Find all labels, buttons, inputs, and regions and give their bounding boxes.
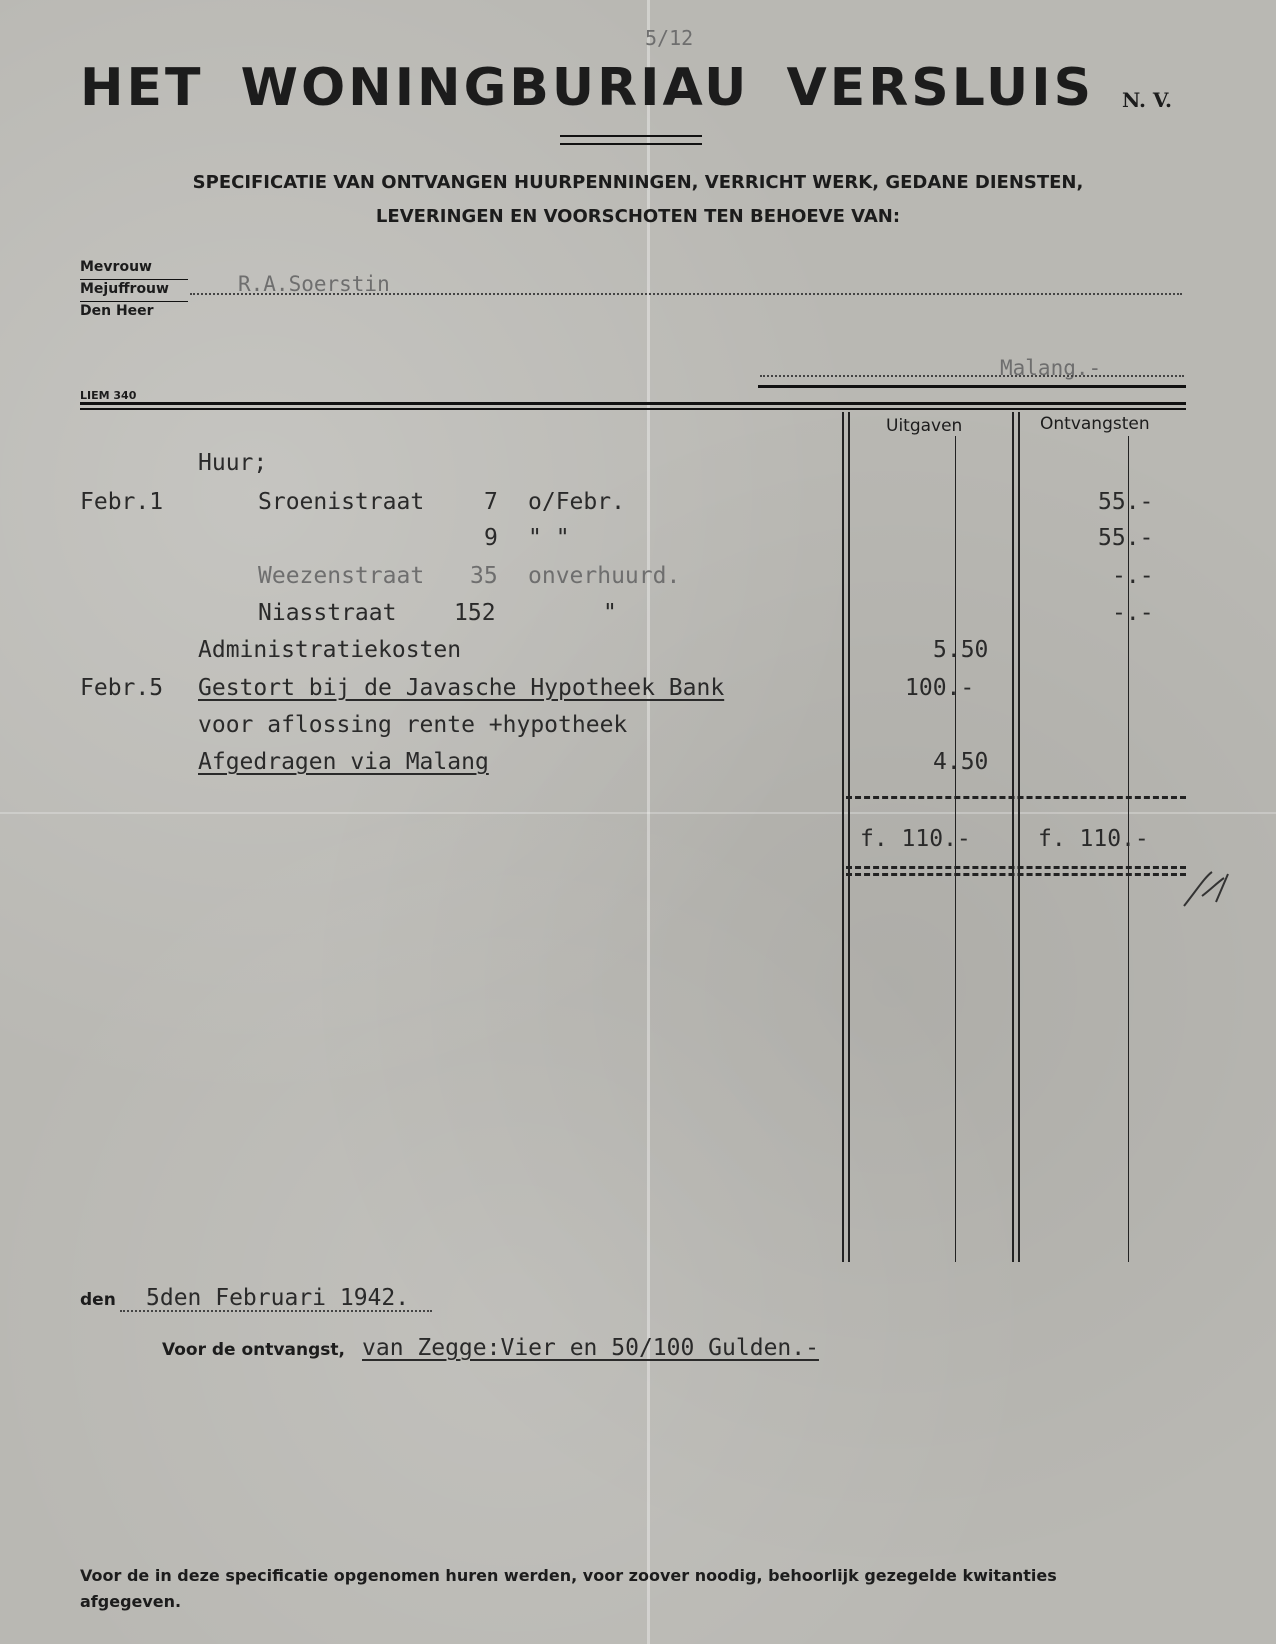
city-dotted-line (760, 375, 1184, 377)
total-uitgaven: f. 110.- (860, 826, 971, 852)
rent-note: " " (528, 525, 570, 551)
house-number: 9 (484, 525, 498, 551)
house-number: 7 (484, 489, 498, 515)
salutation-den-heer: Den Heer (80, 303, 154, 319)
uitgaven-amount: 5.50 (933, 637, 989, 663)
issue-date: 5den Februari 1942. (146, 1285, 410, 1311)
street-name: Niasstraat (258, 600, 397, 626)
house-number: 35 (470, 563, 498, 589)
uitgaven-amount: 4.50 (933, 749, 989, 775)
footer-note-line-2: afgegeven. (80, 1592, 182, 1611)
rent-note: onverhuurd. (528, 563, 681, 589)
column-header-uitgaven: Uitgaven (886, 416, 963, 436)
ontvangsten-left-rule-2 (1018, 412, 1020, 1262)
transfer-label: Afgedragen via Malang (198, 749, 489, 775)
salutation-mevrouw: Mevrouw (80, 259, 152, 275)
recipient-name: R.A.Soerstin (238, 272, 390, 296)
uitgaven-left-rule-2 (848, 412, 850, 1262)
totals-rule (846, 796, 1186, 799)
paper-fold-vertical (647, 0, 650, 1644)
document-reference: 5/12 (645, 26, 694, 50)
ontvangsten-amount: -.- (1112, 600, 1154, 626)
form-code: LIEM 340 (80, 389, 137, 402)
salutation-rule-1 (80, 279, 188, 280)
salutation-mejuffrouw: Mejuffrouw (80, 281, 169, 297)
admin-costs-label: Administratiekosten (198, 637, 462, 663)
repayment-label: voor aflossing rente +hypotheek (198, 712, 628, 738)
house-number: 152 (454, 600, 496, 626)
rent-note: o/Febr. (528, 489, 625, 515)
company-suffix: N. V. (1122, 88, 1172, 112)
receipt-amount: van Zegge:Vier en 50/100 Gulden.- (362, 1335, 819, 1361)
uitgaven-left-rule-1 (842, 412, 844, 1262)
footer-note-line-1: Voor de in deze specificatie opgenomen huren werden, voor zoover noodig, behoorlijk gezegelde kwitanties (80, 1566, 1057, 1585)
column-header-ontvangsten: Ontvangsten (1040, 414, 1150, 434)
ontvangsten-amount: 55.- (1098, 525, 1154, 551)
city: Malang.- (1000, 356, 1102, 380)
title-rule-bottom (560, 143, 702, 145)
street-name: Weezenstraat (258, 563, 425, 589)
title-rule-top (560, 135, 702, 137)
header-rule-top (80, 402, 1186, 405)
entry-date-feb-5: Febr.5 (80, 675, 164, 701)
paper-fold-horizontal (0, 812, 1276, 814)
uitgaven-amount: 100.- (905, 675, 975, 701)
salutation-rule-2 (80, 301, 188, 302)
initials-signature (1180, 868, 1236, 912)
huur-label: Huur; (198, 450, 268, 476)
totals-double-rule (846, 866, 1186, 876)
den-label: den (80, 1290, 116, 1310)
rent-note: " (603, 600, 617, 626)
receipt-label: Voor de ontvangst, (162, 1340, 345, 1360)
entry-date-feb-1: Febr.1 (80, 489, 164, 515)
deposit-label: Gestort bij de Javasche Hypotheek Bank (198, 675, 725, 701)
recipient-dotted-line (190, 293, 1182, 295)
city-rule (758, 385, 1186, 388)
subtitle-line-2: LEVERINGEN EN VOORSCHOTEN TEN BEHOEVE VAN: (375, 206, 901, 227)
street-name: Sroenistraat (258, 489, 425, 515)
ontvangsten-amount: -.- (1112, 563, 1154, 589)
header-rule-bottom (80, 408, 1186, 410)
ontvangsten-amount: 55.- (1098, 489, 1154, 515)
subtitle-line-1: SPECIFICATIE VAN ONTVANGEN HUURPENNINGEN, VERRICHT WERK, GEDANE DIENSTEN, (192, 172, 1084, 193)
ontvangsten-left-rule-1 (1012, 412, 1014, 1262)
company-name: HET WONINGBURIAU VERSLUIS (80, 58, 1095, 118)
total-ontvangsten: f. 110.- (1038, 826, 1149, 852)
date-dotted-line (120, 1310, 432, 1312)
